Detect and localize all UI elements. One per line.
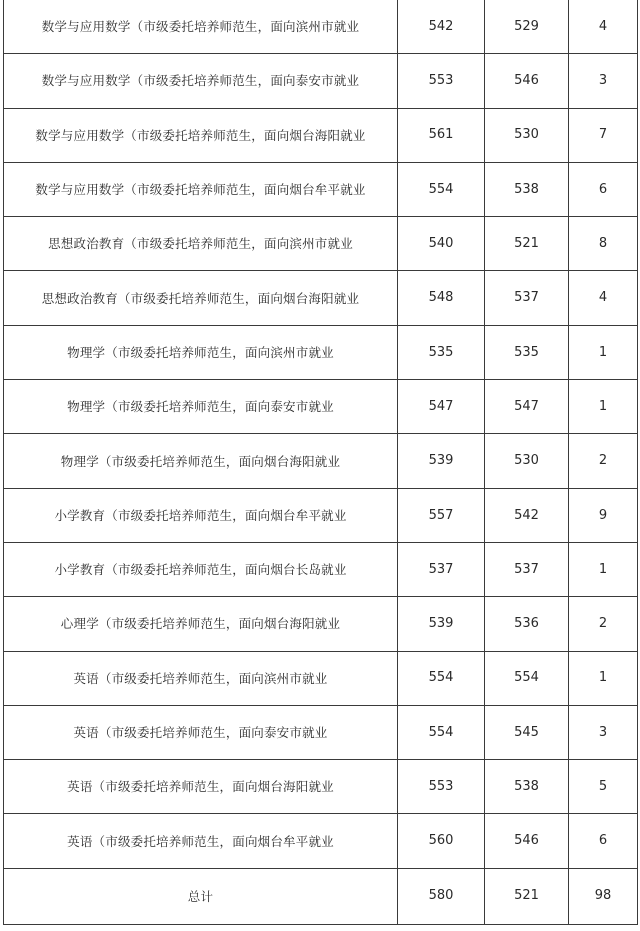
table-row: [4, 814, 638, 868]
major-cell: 英语（市级委托培养师范生，面向烟台海阳就业: [4, 760, 398, 814]
major-cell: 数学与应用数学（市级委托培养师范生，面向烟台牟平就业: [4, 162, 398, 216]
min-score-cell: 536: [485, 597, 569, 651]
admitted-count-cell: 4: [569, 271, 638, 325]
table-row: [4, 380, 638, 434]
major-cell: 小学教育（市级委托培养师范生，面向烟台长岛就业: [4, 542, 398, 596]
max-score-cell: 535: [398, 325, 485, 379]
admitted-count-cell: 3: [569, 705, 638, 759]
min-score-cell: 538: [485, 162, 569, 216]
min-score-cell: 545: [485, 705, 569, 759]
major-cell: 英语（市级委托培养师范生，面向滨州市就业: [4, 651, 398, 705]
max-score-cell: 554: [398, 162, 485, 216]
table-row: [4, 271, 638, 325]
admitted-count-cell: 1: [569, 380, 638, 434]
major-cell: 数学与应用数学（市级委托培养师范生，面向滨州市就业: [4, 0, 398, 54]
table-row: [4, 434, 638, 488]
admitted-count-cell: 4: [569, 0, 638, 54]
table-body: [4, 0, 638, 924]
table-row: [4, 162, 638, 216]
max-score-cell: 561: [398, 108, 485, 162]
admitted-count-cell: 7: [569, 108, 638, 162]
table-row: [4, 651, 638, 705]
min-score-cell: 537: [485, 542, 569, 596]
table-row: [4, 217, 638, 271]
min-score-cell: 521: [485, 217, 569, 271]
major-cell: 数学与应用数学（市级委托培养师范生，面向烟台海阳就业: [4, 108, 398, 162]
max-score-cell: 539: [398, 597, 485, 651]
max-score-cell: 539: [398, 434, 485, 488]
min-score-cell: 546: [485, 54, 569, 108]
min-score-cell: 538: [485, 760, 569, 814]
max-score-cell: 560: [398, 814, 485, 868]
admitted-count-cell: 5: [569, 760, 638, 814]
admitted-count-cell: 8: [569, 217, 638, 271]
max-score-cell: 554: [398, 705, 485, 759]
admission-score-table: [3, 0, 638, 925]
admitted-count-cell: 9: [569, 488, 638, 542]
admitted-count-cell: 1: [569, 325, 638, 379]
min-score-cell: 542: [485, 488, 569, 542]
min-score-cell: 554: [485, 651, 569, 705]
admitted-count-cell: 1: [569, 651, 638, 705]
table-row: [4, 108, 638, 162]
max-score-cell: 542: [398, 0, 485, 54]
table-row: [4, 542, 638, 596]
table-row: [4, 597, 638, 651]
max-score-cell: 540: [398, 217, 485, 271]
max-score-cell: 537: [398, 542, 485, 596]
admitted-count-cell: 2: [569, 597, 638, 651]
major-cell: 思想政治教育（市级委托培养师范生，面向滨州市就业: [4, 217, 398, 271]
admitted-count-cell: 2: [569, 434, 638, 488]
total-max-score-cell: 580: [398, 868, 485, 924]
total-label-cell: 总计: [4, 868, 398, 924]
major-cell: 物理学（市级委托培养师范生，面向烟台海阳就业: [4, 434, 398, 488]
min-score-cell: 529: [485, 0, 569, 54]
min-score-cell: 535: [485, 325, 569, 379]
min-score-cell: 546: [485, 814, 569, 868]
table-row: [4, 760, 638, 814]
max-score-cell: 553: [398, 760, 485, 814]
min-score-cell: 530: [485, 434, 569, 488]
min-score-cell: 530: [485, 108, 569, 162]
admitted-count-cell: 6: [569, 814, 638, 868]
admitted-count-cell: 3: [569, 54, 638, 108]
table-row: [4, 705, 638, 759]
admitted-count-cell: 1: [569, 542, 638, 596]
major-cell: 数学与应用数学（市级委托培养师范生，面向泰安市就业: [4, 54, 398, 108]
major-cell: 思想政治教育（市级委托培养师范生，面向烟台海阳就业: [4, 271, 398, 325]
major-cell: 心理学（市级委托培养师范生，面向烟台海阳就业: [4, 597, 398, 651]
major-cell: 英语（市级委托培养师范生，面向泰安市就业: [4, 705, 398, 759]
major-cell: 小学教育（市级委托培养师范生，面向烟台牟平就业: [4, 488, 398, 542]
max-score-cell: 548: [398, 271, 485, 325]
max-score-cell: 554: [398, 651, 485, 705]
total-min-score-cell: 521: [485, 868, 569, 924]
major-cell: 物理学（市级委托培养师范生，面向滨州市就业: [4, 325, 398, 379]
major-cell: 英语（市级委托培养师范生，面向烟台牟平就业: [4, 814, 398, 868]
table-row: [4, 54, 638, 108]
min-score-cell: 547: [485, 380, 569, 434]
total-admitted-count-cell: 98: [569, 868, 638, 924]
min-score-cell: 537: [485, 271, 569, 325]
table-row: [4, 0, 638, 54]
max-score-cell: 557: [398, 488, 485, 542]
max-score-cell: 553: [398, 54, 485, 108]
total-row: [4, 868, 638, 924]
table-row: [4, 488, 638, 542]
major-cell: 物理学（市级委托培养师范生，面向泰安市就业: [4, 380, 398, 434]
table-row: [4, 325, 638, 379]
max-score-cell: 547: [398, 380, 485, 434]
admitted-count-cell: 6: [569, 162, 638, 216]
